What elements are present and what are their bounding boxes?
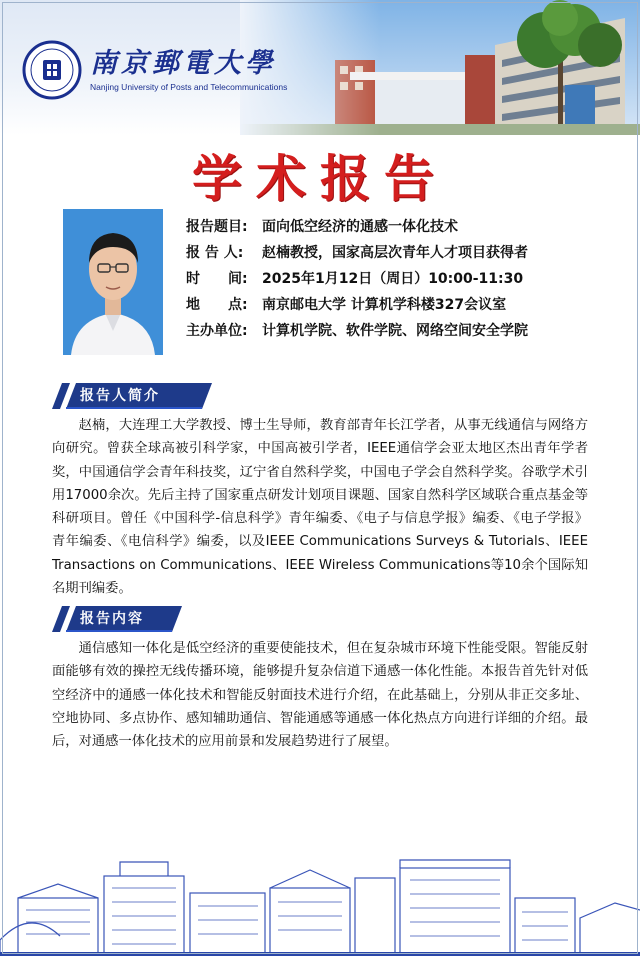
- info-value: 面向低空经济的通感一体化技术: [262, 219, 458, 235]
- bio-heading: 报告人简介: [80, 388, 160, 404]
- info-value: 赵楠教授，国家高层次青年人才项目获得者: [262, 245, 528, 261]
- info-value: 计算机学院、软件学院、网络空间安全学院: [262, 323, 528, 339]
- info-label: 时 间:: [186, 271, 248, 287]
- university-name-cn: 南京郵電大學: [90, 47, 276, 79]
- content-heading: 报告内容: [80, 611, 144, 627]
- info-row-location: [186, 292, 606, 318]
- info-row-time: [186, 266, 606, 292]
- info-row-organizer: [186, 318, 606, 344]
- info-label: 报 告 人:: [186, 245, 244, 261]
- info-label: 报告题目:: [186, 219, 248, 235]
- info-label: 地 点:: [186, 297, 248, 313]
- info-value: 南京邮电大学 计算机学科楼327会议室: [262, 297, 507, 313]
- university-name-en: Nanjing University of Posts and Telecommunications: [90, 81, 288, 92]
- info-row-speaker: [186, 240, 606, 266]
- campus-building-image: [240, 0, 640, 135]
- university-logo: [22, 40, 287, 100]
- bio-section-banner: [52, 383, 212, 409]
- bio-paragraph: 赵楠，大连理工大学教授、博士生导师，教育部青年长江学者，从事无线通信与网络方向研究。曾获全球高被引科学家，中国高被引学者，IEEE通信学会亚太地区杰出青年学者奖，中国通信学会青年科技奖，辽宁省自然科学奖，中国电子学会自然科学奖。谷歌学术引用17000余次。先后主持了国家重点研发计划项目课题、国家自然科学区域联合重点基金等科研项目。曾任《中国科学-信息科学》青年编委、《电子与信息学报》编委、《电子学报》青年编委、《电信科学》编委，以及IEEE Communications Surveys & Tutorials、IEEE Transactions on Communications、IEEE Wireless Communications等10余个国际知名期刊编委。: [52, 418, 588, 597]
- info-label: 主办单位:: [186, 323, 248, 339]
- event-info: [186, 214, 606, 344]
- page-title: 学术报告: [192, 150, 448, 208]
- content-paragraph: 通信感知一体化是低空经济的重要使能技术，但在复杂城市环境下性能受限。智能反射面能够有效的操控无线传播环境，能够提升复杂信道下通感一体化性能。本报告首先针对低空经济中的通感一体化技术和智能反射面技术进行介绍，在此基础上，分别从非正交多址、空地协同、多点协作、感知辅助通信、智能通感等通感一体化热点方向进行详细的介绍。最后，对通感一体化技术的应用前景和发展趋势进行了展望。: [52, 641, 588, 750]
- info-value: 2025年1月12日（周日）10:00-11:30: [262, 271, 524, 287]
- content-section-banner: [52, 606, 182, 632]
- university-seal-icon: [22, 40, 82, 100]
- campus-skyline-illustration: [0, 848, 640, 956]
- header: [0, 0, 640, 135]
- info-row-topic: [186, 214, 606, 240]
- speaker-photo: [63, 209, 163, 355]
